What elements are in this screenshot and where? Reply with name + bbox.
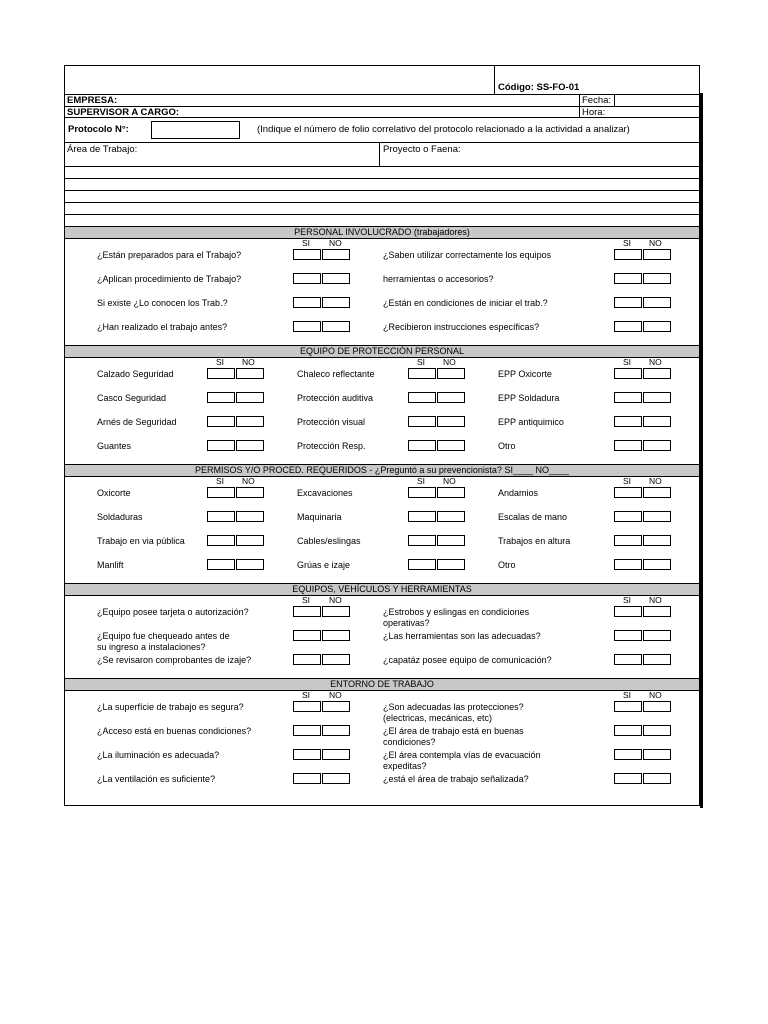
si-header: SI xyxy=(623,595,632,605)
no-checkbox[interactable] xyxy=(643,297,671,308)
no-header: NO xyxy=(649,476,662,486)
item-label: Soldaduras xyxy=(97,512,143,522)
no-checkbox[interactable] xyxy=(322,773,350,784)
question-label: ¿La superfície de trabajo es segura? xyxy=(97,702,244,712)
question-label: ¿está el área de trabajo señalizada? xyxy=(383,774,529,784)
item-label: Cables/eslingas xyxy=(297,536,361,546)
item-label: Protección Resp. xyxy=(297,441,366,451)
item-label: EPP Oxicorte xyxy=(498,369,552,379)
question-label: Si existe ¿Lo conocen los Trab.? xyxy=(97,298,228,308)
si-checkbox[interactable] xyxy=(614,321,642,332)
divider xyxy=(379,142,380,166)
si-checkbox[interactable] xyxy=(293,273,321,284)
section-personal-title: PERSONAL INVOLUCRADO (trabajadores) xyxy=(65,226,699,239)
si-checkbox[interactable] xyxy=(614,273,642,284)
no-checkbox[interactable] xyxy=(643,321,671,332)
no-checkbox[interactable] xyxy=(437,511,465,522)
empresa-label: EMPRESA: xyxy=(67,95,118,106)
si-checkbox[interactable] xyxy=(408,440,436,451)
si-header: SI xyxy=(216,476,225,486)
question-label: ¿capatáz posee equipo de comunicación? xyxy=(383,655,552,665)
item-label: Maquinaria xyxy=(297,512,342,522)
no-checkbox[interactable] xyxy=(643,249,671,260)
si-header: SI xyxy=(623,357,632,367)
item-label: Chaleco reflectante xyxy=(297,369,375,379)
item-label: Otro xyxy=(498,560,516,570)
si-checkbox[interactable] xyxy=(293,773,321,784)
divider xyxy=(65,142,699,143)
question-label: ¿Aplican procedimiento de Trabajo? xyxy=(97,274,242,284)
si-checkbox[interactable] xyxy=(614,773,642,784)
question-label: ¿Recibieron instrucciones específicas? xyxy=(383,322,540,332)
si-checkbox[interactable] xyxy=(408,511,436,522)
no-header: NO xyxy=(329,690,342,700)
si-checkbox[interactable] xyxy=(408,487,436,498)
si-checkbox[interactable] xyxy=(614,249,642,260)
item-label: Casco Seguridad xyxy=(97,393,167,403)
no-checkbox[interactable] xyxy=(322,630,350,641)
no-header: NO xyxy=(443,357,456,367)
si-checkbox[interactable] xyxy=(408,535,436,546)
si-header: SI xyxy=(216,357,225,367)
item-label: Escalas de mano xyxy=(498,512,568,522)
item-label: EPP Soldadura xyxy=(498,393,560,403)
question-label: ¿La iluminación es adecuada? xyxy=(97,750,220,760)
no-checkbox[interactable] xyxy=(322,701,350,712)
question-label: ¿Equipo posee tarjeta o autorización? xyxy=(97,607,249,617)
no-checkbox[interactable] xyxy=(643,654,671,665)
si-checkbox[interactable] xyxy=(408,368,436,379)
si-checkbox[interactable] xyxy=(614,535,642,546)
no-checkbox[interactable] xyxy=(236,392,264,403)
inspection-form xyxy=(64,65,700,806)
question-label: ¿Saben utilizar correctamente los equipos xyxy=(383,250,552,260)
no-checkbox[interactable] xyxy=(236,440,264,451)
si-header: SI xyxy=(623,238,632,248)
question-label: operativas? xyxy=(383,618,430,628)
no-checkbox[interactable] xyxy=(643,440,671,451)
si-checkbox[interactable] xyxy=(614,392,642,403)
si-checkbox[interactable] xyxy=(293,749,321,760)
no-checkbox[interactable] xyxy=(322,273,350,284)
si-checkbox[interactable] xyxy=(293,606,321,617)
si-header: SI xyxy=(302,238,311,248)
supervisor-label: SUPERVISOR A CARGO: xyxy=(67,107,180,118)
si-header: SI xyxy=(417,357,426,367)
hora-field[interactable] xyxy=(615,107,699,117)
question-label: herramientas o accesorios? xyxy=(383,274,494,284)
si-checkbox[interactable] xyxy=(614,606,642,617)
si-checkbox[interactable] xyxy=(293,701,321,712)
blank-line[interactable] xyxy=(65,190,699,191)
no-checkbox[interactable] xyxy=(322,606,350,617)
si-checkbox[interactable] xyxy=(614,440,642,451)
si-checkbox[interactable] xyxy=(614,511,642,522)
no-header: NO xyxy=(329,238,342,248)
si-checkbox[interactable] xyxy=(293,725,321,736)
divider xyxy=(494,66,495,94)
no-checkbox[interactable] xyxy=(643,416,671,427)
si-header: SI xyxy=(302,595,311,605)
no-checkbox[interactable] xyxy=(236,416,264,427)
no-checkbox[interactable] xyxy=(236,511,264,522)
section-equipos-title: EQUIPOS, VEHÍCULOS Y HERRAMIENTAS xyxy=(65,583,699,596)
no-checkbox[interactable] xyxy=(643,535,671,546)
item-label: Trabajo en via pública xyxy=(97,536,185,546)
no-checkbox[interactable] xyxy=(437,487,465,498)
item-label: Excavaciones xyxy=(297,488,353,498)
si-checkbox[interactable] xyxy=(614,630,642,641)
section-permisos-title: PERMISOS Y/O PROCED. REQUERIDOS - ¿Preguntó a su prevencionista? SI____ NO____ xyxy=(65,464,699,477)
item-label: Otro xyxy=(498,441,516,451)
question-label: condiciones? xyxy=(383,737,436,747)
no-header: NO xyxy=(649,238,662,248)
no-header: NO xyxy=(242,357,255,367)
divider xyxy=(65,166,699,167)
no-checkbox[interactable] xyxy=(643,511,671,522)
item-label: Calzado Seguridad xyxy=(97,369,174,379)
question-label: (electricas, mecánicas, etc) xyxy=(383,713,493,723)
item-label: Protección visual xyxy=(297,417,366,427)
si-checkbox[interactable] xyxy=(207,487,235,498)
item-label: Trabajos en altura xyxy=(498,536,571,546)
no-checkbox[interactable] xyxy=(322,749,350,760)
item-label: Manlift xyxy=(97,560,124,570)
fecha-label: Fecha: xyxy=(582,95,612,106)
question-label: ¿Han realizado el trabajo antes? xyxy=(97,322,228,332)
no-header: NO xyxy=(649,690,662,700)
si-header: SI xyxy=(417,476,426,486)
si-checkbox[interactable] xyxy=(614,416,642,427)
question-label: ¿Están en condiciones de iniciar el trab.? xyxy=(383,298,548,308)
question-label: ¿Las herramientas son las adecuadas? xyxy=(383,631,541,641)
no-checkbox[interactable] xyxy=(236,559,264,570)
question-label: ¿Acceso está en buenas condiciones? xyxy=(97,726,252,736)
protocolo-input[interactable] xyxy=(151,121,240,139)
si-checkbox[interactable] xyxy=(207,416,235,427)
question-label: ¿La ventilación es suficiente? xyxy=(97,774,216,784)
si-header: SI xyxy=(623,690,632,700)
hora-label: Hora: xyxy=(582,107,606,118)
si-checkbox[interactable] xyxy=(408,559,436,570)
no-checkbox[interactable] xyxy=(236,487,264,498)
no-checkbox[interactable] xyxy=(643,630,671,641)
protocolo-label: Protocolo N°: xyxy=(68,124,129,135)
no-checkbox[interactable] xyxy=(236,368,264,379)
no-header: NO xyxy=(649,595,662,605)
no-header: NO xyxy=(242,476,255,486)
si-checkbox[interactable] xyxy=(614,368,642,379)
no-checkbox[interactable] xyxy=(643,487,671,498)
no-checkbox[interactable] xyxy=(643,749,671,760)
si-checkbox[interactable] xyxy=(614,559,642,570)
question-label: su ingreso a instalaciones? xyxy=(97,642,206,652)
si-checkbox[interactable] xyxy=(408,392,436,403)
area-label: Área de Trabajo: xyxy=(67,144,138,155)
no-header: NO xyxy=(649,357,662,367)
no-checkbox[interactable] xyxy=(236,535,264,546)
si-checkbox[interactable] xyxy=(207,535,235,546)
question-label: ¿El área contempla vías de evacuación xyxy=(383,750,541,760)
no-checkbox[interactable] xyxy=(643,368,671,379)
no-checkbox[interactable] xyxy=(437,559,465,570)
si-checkbox[interactable] xyxy=(408,416,436,427)
no-checkbox[interactable] xyxy=(322,249,350,260)
si-checkbox[interactable] xyxy=(293,297,321,308)
no-header: NO xyxy=(443,476,456,486)
no-checkbox[interactable] xyxy=(643,559,671,570)
no-header: NO xyxy=(329,595,342,605)
si-checkbox[interactable] xyxy=(293,630,321,641)
question-label: ¿Son adecuadas las protecciones? xyxy=(383,702,524,712)
blank-line[interactable] xyxy=(65,202,699,203)
fecha-field[interactable] xyxy=(615,95,699,105)
item-label: Grúas e izaje xyxy=(297,560,351,570)
si-checkbox[interactable] xyxy=(614,487,642,498)
no-checkbox[interactable] xyxy=(437,368,465,379)
section-entorno-title: ENTORNO DE TRABAJO xyxy=(65,678,699,691)
item-label: EPP antiquimico xyxy=(498,417,564,427)
si-checkbox[interactable] xyxy=(614,297,642,308)
si-checkbox[interactable] xyxy=(207,559,235,570)
no-checkbox[interactable] xyxy=(322,321,350,332)
si-checkbox[interactable] xyxy=(207,368,235,379)
no-checkbox[interactable] xyxy=(322,297,350,308)
no-checkbox[interactable] xyxy=(643,773,671,784)
si-checkbox[interactable] xyxy=(614,654,642,665)
question-label: expeditas? xyxy=(383,761,427,771)
no-checkbox[interactable] xyxy=(322,654,350,665)
proyecto-label: Proyecto o Faena: xyxy=(383,144,461,155)
protocolo-hint: (Indique el número de folio correlativo del protocolo relacionado a la actividad a analizar) xyxy=(257,124,630,135)
question-label: ¿Estrobos y eslingas en condiciones xyxy=(383,607,530,617)
si-checkbox[interactable] xyxy=(293,321,321,332)
item-label: Andamios xyxy=(498,488,539,498)
item-label: Oxicorte xyxy=(97,488,131,498)
si-checkbox[interactable] xyxy=(293,249,321,260)
no-checkbox[interactable] xyxy=(643,273,671,284)
si-checkbox[interactable] xyxy=(293,654,321,665)
blank-line[interactable] xyxy=(65,214,699,215)
si-checkbox[interactable] xyxy=(614,725,642,736)
no-checkbox[interactable] xyxy=(643,701,671,712)
item-label: Guantes xyxy=(97,441,132,451)
si-checkbox[interactable] xyxy=(614,701,642,712)
question-label: ¿Equipo fue chequeado antes de xyxy=(97,631,230,641)
item-label: Arnés de Seguridad xyxy=(97,417,177,427)
item-label: Protección auditiva xyxy=(297,393,374,403)
divider xyxy=(65,117,699,118)
form-code: Código: SS-FO-01 xyxy=(498,82,580,93)
no-checkbox[interactable] xyxy=(437,440,465,451)
si-header: SI xyxy=(623,476,632,486)
si-checkbox[interactable] xyxy=(207,511,235,522)
si-checkbox[interactable] xyxy=(614,749,642,760)
no-checkbox[interactable] xyxy=(437,416,465,427)
si-checkbox[interactable] xyxy=(207,392,235,403)
no-checkbox[interactable] xyxy=(643,725,671,736)
no-checkbox[interactable] xyxy=(643,392,671,403)
form-shadow xyxy=(700,93,703,808)
section-epp-title: EQUIPO DE PROTECCIÓN PERSONAL xyxy=(65,345,699,358)
no-checkbox[interactable] xyxy=(643,606,671,617)
question-label: ¿El área de trabajo está en buenas xyxy=(383,726,524,736)
si-checkbox[interactable] xyxy=(207,440,235,451)
question-label: ¿Están preparados para el Trabajo? xyxy=(97,250,242,260)
question-label: ¿Se revisaron comprobantes de izaje? xyxy=(97,655,252,665)
no-checkbox[interactable] xyxy=(437,392,465,403)
si-header: SI xyxy=(302,690,311,700)
no-checkbox[interactable] xyxy=(437,535,465,546)
no-checkbox[interactable] xyxy=(322,725,350,736)
blank-line[interactable] xyxy=(65,178,699,179)
